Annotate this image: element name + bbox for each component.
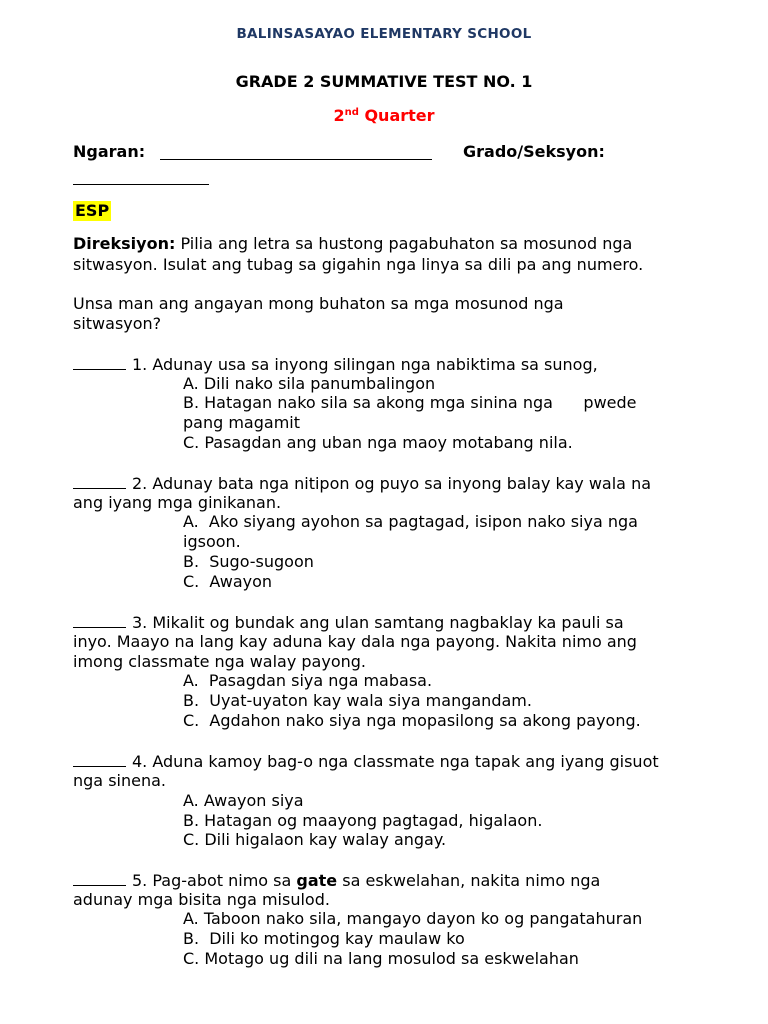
directions-line-2: sitwasyon. Isulat ang tubag sa gigahin nga linya sa dili pa ang numero. — [73, 255, 644, 274]
question-intro-line-2: sitwasyon? — [73, 314, 162, 333]
test-title: GRADE 2 SUMMATIVE TEST NO. 1 — [235, 72, 533, 91]
q3-option-b: B. Uyat-uyaton kay wala siya mangandam. — [183, 691, 532, 710]
q5-stem — [73, 870, 600, 891]
q4-answer-blank[interactable] — [73, 751, 126, 767]
q3-answer-blank[interactable] — [73, 612, 126, 628]
quarter-suffix: nd — [344, 107, 359, 118]
q5-stem-post: sa eskwelahan, nakita nimo nga — [337, 871, 601, 890]
q4-stem-line-2: nga sinena. — [73, 771, 166, 790]
q2-stem-text: 2. Adunay bata nga nitipon og puyo sa inyong balay kay wala na — [132, 474, 652, 493]
q4-stem-text: 4. Aduna kamoy bag-o nga classmate nga tapak ang iyang gisuot — [132, 752, 659, 771]
quarter-label — [0, 106, 768, 126]
q5-answer-blank[interactable] — [73, 870, 126, 886]
q5-option-b: B. Dili ko motingog kay maulaw ko — [183, 929, 465, 948]
q3-stem — [73, 612, 624, 633]
q3-option-a: A. Pasagdan siya nga mabasa. — [183, 671, 433, 690]
name-label: Ngaran: — [73, 142, 146, 161]
q3-stem-line-3: imong classmate nga walay payong. — [73, 652, 366, 671]
q5-option-c: C. Motago ug dili na lang mosulod sa eskwelahan — [183, 949, 579, 968]
directions-label: Direksiyon: — [73, 234, 176, 253]
name-blank-line[interactable] — [160, 142, 432, 160]
q1-stem — [73, 354, 598, 375]
question-intro-line-1: Unsa man ang angayan mong buhaton sa mga mosunod nga — [73, 294, 564, 313]
quarter-word: Quarter — [364, 106, 435, 125]
subject-label: ESP — [75, 201, 110, 220]
q3-stem-line-2: inyo. Maayo na lang kay aduna kay dala nga payong. Nakita nimo ang — [73, 632, 637, 651]
q4-option-b: B. Hatagan og maayong pagtagad, higalaon. — [183, 811, 543, 830]
q2-option-a-line-1: A. Ako siyang ayohon sa pagtagad, isipon nako siya nga — [183, 512, 638, 531]
q1-option-b-line-1: B. Hatagan nako sila sa akong mga sinina nga pwede — [183, 393, 637, 412]
grade-section-label: Grado/Seksyon: — [463, 142, 605, 161]
q4-option-a: A. Awayon siya — [183, 791, 304, 810]
q3-stem-text: 3. Mikalit og bundak ang ulan samtang nagbaklay ka pauli sa — [132, 613, 624, 632]
q5-option-a: A. Taboon nako sila, mangayo dayon ko og pangatahuran — [183, 909, 643, 928]
q2-option-a-line-2: igsoon. — [183, 532, 241, 551]
q3-option-c: C. Agdahon nako siya nga mopasilong sa akong payong. — [183, 711, 641, 730]
q1-option-c: C. Pasagdan ang uban nga maoy motabang nila. — [183, 433, 573, 452]
q1-option-b-line-2: pang magamit — [183, 413, 300, 432]
quarter-number: 2 — [333, 106, 345, 125]
q2-option-c: C. Awayon — [183, 572, 273, 591]
directions-line-1 — [73, 234, 632, 254]
school-name: BALINSASAYAO ELEMENTARY SCHOOL — [236, 26, 532, 42]
directions-text-1: Pilia ang letra sa hustong pagabuhaton sa mosunod nga — [175, 234, 633, 253]
q2-option-b: B. Sugo-sugoon — [183, 552, 314, 571]
grade-section-blank-line[interactable] — [73, 167, 209, 185]
q5-stem-line-2: adunay mga bisita nga misulod. — [73, 890, 330, 909]
q1-answer-blank[interactable] — [73, 354, 126, 370]
q1-option-a: A. Dili nako sila panumbalingon — [183, 374, 436, 393]
q2-answer-blank[interactable] — [73, 473, 126, 489]
q2-stem — [73, 473, 651, 494]
q5-stem-pre: 5. Pag-abot nimo sa — [132, 871, 297, 890]
q4-option-c: C. Dili higalaon kay walay angay. — [183, 830, 447, 849]
q2-stem-line-2: ang iyang mga ginikanan. — [73, 493, 282, 512]
q5-stem-bold-word: gate — [296, 871, 338, 890]
q1-stem-text: 1. Adunay usa sa inyong silingan nga nabiktima sa sunog, — [132, 355, 598, 374]
q4-stem — [73, 751, 659, 772]
